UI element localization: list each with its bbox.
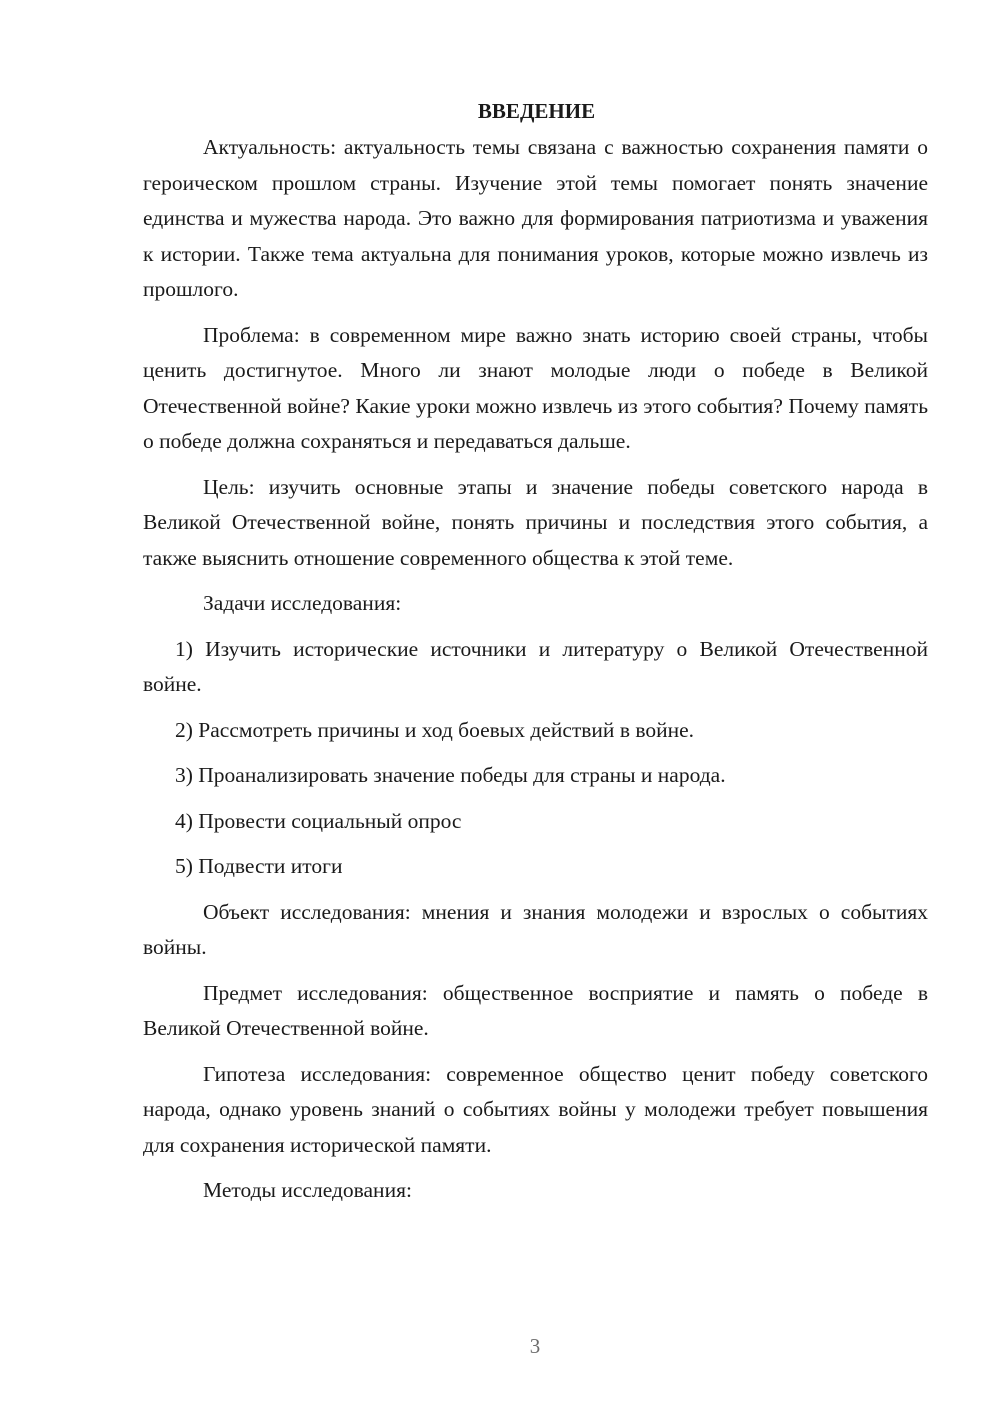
task-item-1: 1) Изучить исторические источники и литературу о Великой Отечественной войне. [143, 636, 928, 696]
paragraph-goal: Цель: изучить основные этапы и значение победы советского народа в Великой Отечественной войне, понять причины и последствия этого события, а также выяснить отношение современного общества к этой теме. [143, 474, 928, 570]
paragraph-relevance: Актуальность: актуальность темы связана с важностью сохранения памяти о героическом прошлом страны. Изучение этой темы помогает понять значение единства и мужества народа. Это важно для формирования патриотизма и уважения к истории. Также тема актуальна для понимания уроков, которые можно извлечь из прошлого. [143, 135, 928, 301]
paragraph-problem: Проблема: в современном мире важно знать историю своей страны, чтобы ценить достигнутое. Много ли знают молодые люди о победе в Великой Отечественной войне? Какие уроки можно извлечь из этого события? Почему память о победе должна сохраняться и передаваться дальше. [143, 322, 928, 453]
methods-heading: Методы исследования: [203, 1178, 412, 1202]
task-item-2: 2) Рассмотреть причины и ход боевых действий в войне. [175, 717, 695, 742]
task-item-4: 4) Провести социальный опрос [175, 808, 462, 833]
paragraph-subject: Предмет исследования: общественное восприятие и память о победе в Великой Отечественной войне. [143, 980, 928, 1040]
paragraph-hypothesis: Гипотеза исследования: современное общество ценит победу советского народа, однако уровень знаний о событиях войны у молодежи требует повышения для сохранения исторической памяти. [143, 1061, 928, 1157]
tasks-heading: Задачи исследования: [203, 591, 402, 615]
task-item-5: 5) Подвести итоги [175, 854, 343, 878]
task-item-3: 3) Проанализировать значение победы для страны и народа. [175, 763, 726, 787]
document-page [143, 96, 928, 1219]
paragraph-object: Объект исследования: мнения и знания молодежи и взрослых о событиях войны. [143, 899, 928, 959]
section-title: ВВЕДЕНИЕ [477, 99, 596, 123]
page-number: 3 [529, 1334, 541, 1358]
